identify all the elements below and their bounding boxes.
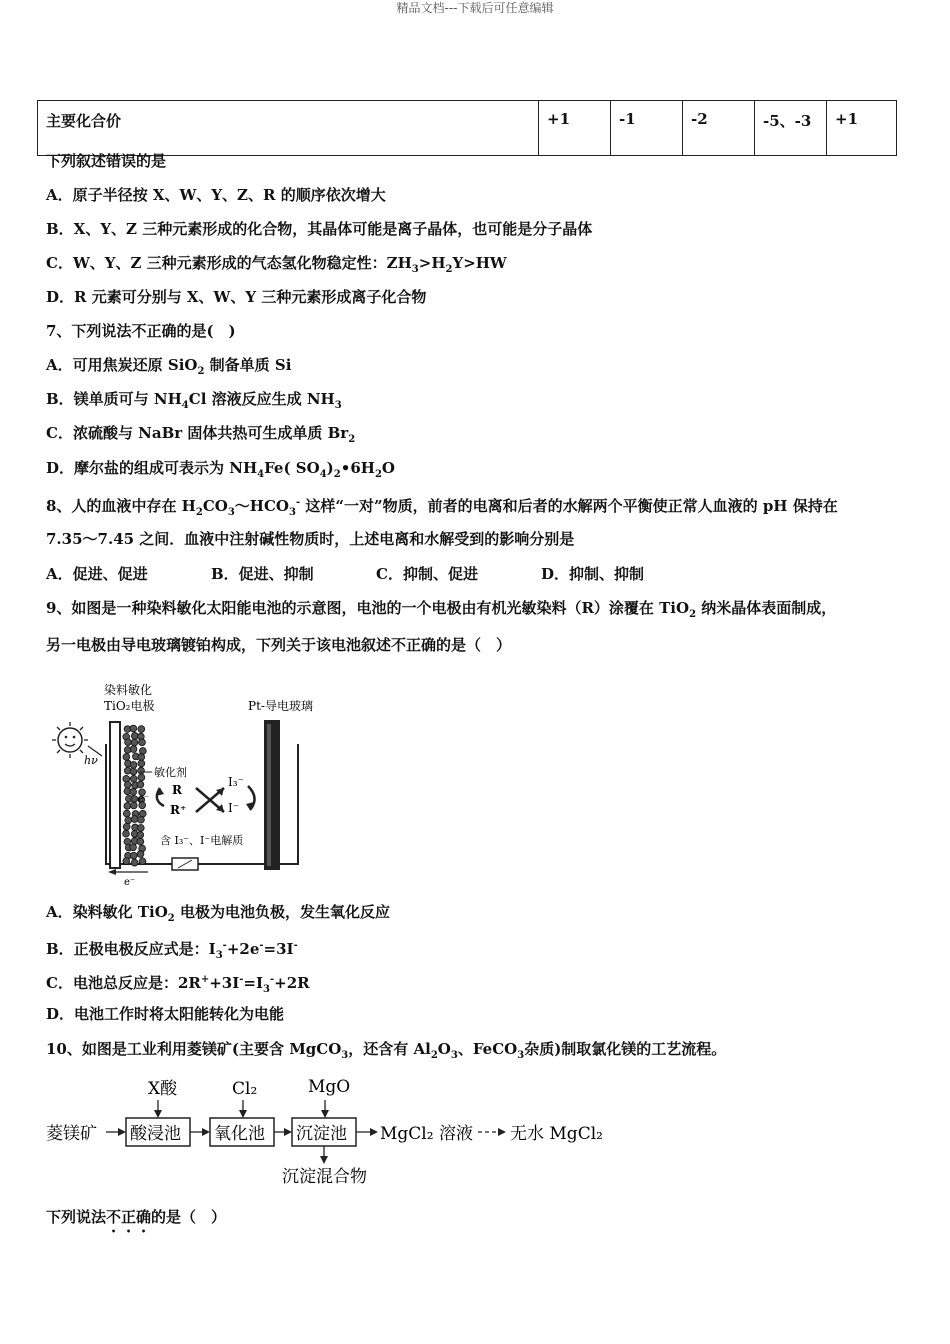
- nanoparticle: [124, 802, 131, 809]
- product-anhydrous-mgcl2: 无水 MgCl₂: [510, 1124, 603, 1144]
- table-cell: -5、-3: [755, 101, 827, 156]
- tio2-electrode: [110, 722, 120, 868]
- table-cell: -2: [683, 101, 755, 156]
- process-flow-diagram: [44, 1072, 614, 1188]
- label-e-inner: e⁻: [138, 794, 150, 805]
- q9-option-d: D．电池工作时将太阳能转化为电能: [46, 1005, 285, 1023]
- solar-cell-diagram: [48, 676, 348, 888]
- pt-electrode-shade: [267, 724, 271, 866]
- label-i-minus: I⁻: [228, 801, 240, 815]
- input-cl2: Cl₂: [232, 1079, 258, 1099]
- nanoparticle: [138, 774, 145, 781]
- nanoparticle: [130, 788, 137, 795]
- box-oxidation-label: 氧化池: [214, 1124, 265, 1144]
- label-r: R: [172, 783, 182, 797]
- nanoparticle: [124, 781, 131, 788]
- nanoparticle: [137, 825, 144, 832]
- box-acid-leach-label: 酸浸池: [130, 1124, 181, 1144]
- q9-option-c: C．电池总反应是：$2R^++3I^-=I_3^-+2R$: [46, 974, 310, 995]
- nanoparticle: [131, 859, 138, 866]
- table-label-cell: 主要化合价: [38, 101, 539, 156]
- box-precipitation-label: 沉淀池: [296, 1124, 347, 1144]
- electron-flow-arrowhead: [108, 869, 116, 875]
- nanoparticle: [123, 823, 130, 830]
- nanoparticle: [123, 858, 130, 865]
- page-header: 精品文档---下载后可任意编辑: [396, 1, 554, 15]
- nanoparticle: [123, 810, 130, 817]
- label-hv: hν: [84, 754, 98, 767]
- nanoparticle: [131, 739, 138, 746]
- nanoparticle: [130, 746, 137, 753]
- label-sensitizer: 敏化剂: [154, 766, 187, 779]
- nanoparticle: [131, 796, 138, 803]
- q6-option-a: A．原子半径按 X、W、Y、Z、R 的顺序依次增大: [46, 186, 386, 204]
- input-acid: X酸: [148, 1079, 178, 1099]
- q7-option-d: D．摩尔盐的组成可表示为 $NH_4Fe$( $SO_4)_2•6H_2O$: [46, 459, 395, 480]
- nanoparticle: [139, 748, 146, 755]
- q8-option-c: C．抑制、促进: [376, 565, 478, 583]
- nanoparticle: [137, 838, 144, 845]
- q8-line-2: 7.35～7.45 之间．血液中注射碱性物质时，上述电离和水解受到的影响分别是: [46, 530, 575, 548]
- flow-start: 菱镁矿: [46, 1124, 97, 1144]
- nanoparticle: [130, 725, 137, 732]
- pt-electrode: [264, 720, 280, 870]
- table-cell: +1: [539, 101, 611, 156]
- input-arrowheads: [154, 1110, 329, 1118]
- emphasis-not-correct: 不正确: [106, 1208, 152, 1226]
- nanoparticle: [130, 852, 137, 859]
- q8-option-b: B．促进、抑制: [211, 565, 314, 583]
- nanoparticle: [123, 830, 130, 837]
- nanoparticle: [125, 739, 132, 746]
- q7-option-c: C．浓硫酸与 NaBr 固体共热可生成单质 $Br_2$: [46, 424, 356, 445]
- table-row: [38, 101, 897, 156]
- product-mgcl2-solution: MgCl₂ 溶液: [380, 1124, 473, 1144]
- q7-stem: 7、下列说法不正确的是( ): [46, 322, 236, 340]
- table-cell: -1: [611, 101, 683, 156]
- label-left-electrode-1: 染料敏化: [104, 683, 153, 697]
- nanoparticle: [138, 767, 145, 774]
- q7-option-a: A．可用焦炭还原 SiO$_2$ 制备单质 Si: [46, 356, 292, 377]
- q8-line-1: 8、人的血液中存在 $H_2CO_3\sim HCO_3^-$ 这样“一对”物质，前者的电离和后者的水解两个平衡使正常人血液的 pH 保持在: [46, 497, 838, 518]
- q6-option-b: B．X、Y、Z 三种元素形成的化合物，其晶体可能是离子晶体，也可能是分子晶体: [46, 220, 593, 238]
- q8-option-d: D．抑制、抑制: [541, 565, 645, 583]
- waste-precipitate: 沉淀混合物: [282, 1167, 367, 1187]
- nanoparticle: [137, 851, 144, 858]
- nanoparticle: [130, 802, 137, 809]
- q8-option-a: A．促进、促进: [46, 565, 148, 583]
- nanoparticle: [139, 739, 146, 746]
- nanoparticle: [138, 760, 145, 767]
- table-cell: +1: [827, 101, 897, 156]
- q10-ask: 下列说法不正确的是（ ）: [46, 1208, 227, 1226]
- nanoparticle: [138, 754, 145, 761]
- nanoparticle: [138, 816, 145, 823]
- q9-option-a: A．染料敏化 TiO$_2$ 电极为电池负极，发生氧化反应: [46, 903, 390, 924]
- nanoparticle: [130, 844, 137, 851]
- q6-option-d: D．R 元素可分别与 X、W、Y 三种元素形成离子化合物: [46, 288, 427, 306]
- nanoparticle: [139, 858, 146, 865]
- label-right-electrode: Pt-导电玻璃: [248, 699, 313, 713]
- input-mgo: MgO: [308, 1077, 351, 1097]
- valence-table: [37, 100, 897, 156]
- label-r-plus: R⁺: [170, 803, 187, 817]
- nanoparticle: [131, 816, 138, 823]
- q7-option-b: B．镁单质可与 $NH_4Cl$ 溶液反应生成 $NH_3$: [46, 390, 342, 411]
- label-left-electrode-2: TiO₂电极: [104, 699, 155, 713]
- nanoparticle: [123, 753, 130, 760]
- nanoparticle: [138, 726, 145, 733]
- q6-stem: 下列叙述错误的是: [46, 152, 167, 170]
- nanoparticle: [137, 832, 144, 839]
- q9-line-2: 另一电极由导电玻璃镀铂构成，下列关于该电池叙述不正确的是（ ）: [46, 636, 512, 654]
- label-e-flow: e⁻: [124, 877, 136, 888]
- label-electrolyte: 含 I₃⁻、I⁻电解质: [160, 834, 244, 847]
- nanoparticle: [137, 781, 144, 788]
- q9-line-1: 9、如图是一种染料敏化太阳能电池的示意图，电池的一个电极由有机光敏染料（R）涂覆在 TiO$_2$ 纳米晶体表面制成，: [46, 599, 837, 620]
- nanoparticle: [130, 775, 137, 782]
- nanoparticle: [130, 768, 137, 775]
- label-i3: I₃⁻: [228, 775, 244, 789]
- q8-options: [46, 563, 644, 585]
- nanoparticle: [125, 817, 132, 824]
- nanoparticle: [130, 762, 137, 769]
- q9-option-b: B．正极电极反应式是：$I_3^-+2e^-=3I^-$: [46, 940, 298, 961]
- q10-stem: 10、如图是工业利用菱镁矿(主要含 MgCO$_3$，还含有 $Al_2O_3$、FeCO$_3$杂质)制取氯化镁的工艺流程。: [46, 1040, 727, 1061]
- q6-option-c: C．W、Y、Z 三种元素形成的气态氢化物稳定性：$ZH_3>H_2Y>HW$: [46, 254, 507, 275]
- sun-icon: [52, 722, 88, 758]
